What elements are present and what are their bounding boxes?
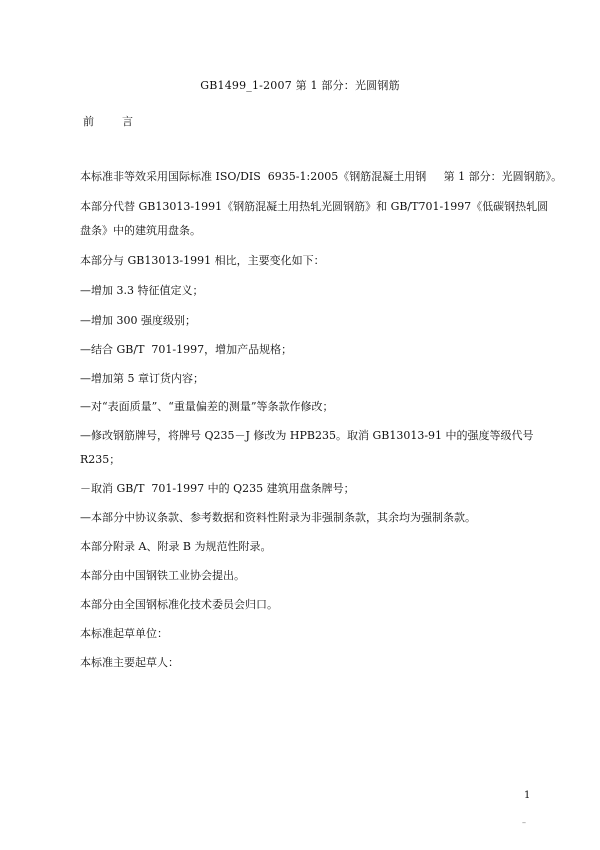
paragraph-line: 本部分与 GB13013-1991 相比，主要变化如下： [80,254,325,267]
paragraph-line: —修改钢筋牌号，将牌号 Q235－J 修改为 HPB235。取消 GB13013-91 中的强度等级代号 [80,429,534,442]
paragraph-line: —本部分中协议条款、参考数据和资料性附录为非强制条款，其余均为强制条款。 [80,511,476,524]
footer-mark: – [522,818,526,827]
paragraph-line: R235； [80,453,121,466]
paragraph-line: 本标准主要起草人： [80,656,179,669]
paragraph-line: 本部分附录 A、附录 B 为规范性附录。 [80,540,272,553]
paragraph-line: 盘条》中的建筑用盘条。 [80,224,201,237]
paragraph-line: —结合 GB/T 701-1997，增加产品规格； [80,343,293,356]
foreword-heading: 前 言 [83,115,133,128]
document-title: GB1499_1-2007 第 1 部分：光圆钢筋 [200,79,400,92]
paragraph-line: —增加第 5 章订货内容； [80,372,204,385]
paragraph-line: 本部分代替 GB13013-1991《钢筋混凝土用热轧光圆钢筋》和 GB/T701-1997《低碳钢热轧圆 [80,200,549,213]
paragraph-line: 本部分由全国钢标准化技术委员会归口。 [80,598,278,611]
paragraph-line: —增加 300 强度级别； [80,314,196,327]
paragraph-line: —增加 3.3 特征值定义； [80,284,204,297]
paragraph-line: —对“表面质量”、“重量偏差的测量”等条款作修改； [80,400,334,413]
page-number: 1 [524,790,531,801]
paragraph-line: 本部分由中国钢铁工业协会提出。 [80,569,245,582]
paragraph-line: 本标准起草单位： [80,627,168,640]
paragraph-line: 本标准非等效采用国际标准 ISO/DIS 6935-1:2005《钢筋混凝土用钢 第 1 部分：光圆钢筋》。 [80,170,563,183]
paragraph-line: －取消 GB/T 701-1997 中的 Q235 建筑用盘条牌号； [80,482,355,495]
